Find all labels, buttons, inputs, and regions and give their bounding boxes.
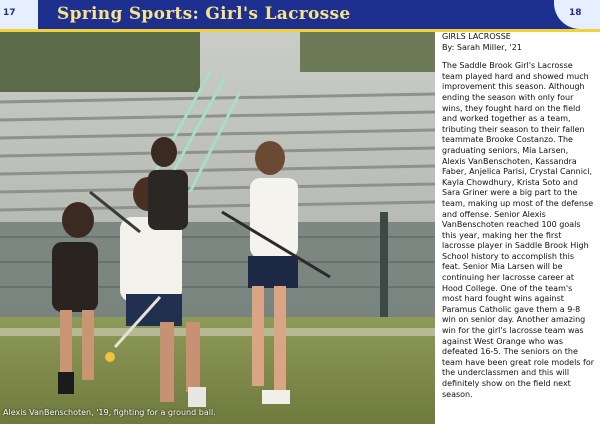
page-number-right: 18	[569, 8, 582, 18]
article-headline: GIRLS LACROSSE	[442, 32, 511, 41]
photo-caption: Alexis VanBenschoten, '19, fighting for a ground ball.	[3, 408, 216, 417]
article-column	[442, 32, 594, 400]
article-byline: By: Sarah Miller, '21	[442, 42, 522, 52]
page-title: Spring Sports: Girl's Lacrosse	[57, 4, 351, 24]
page-number-left: 17	[3, 8, 16, 18]
article-body: The Saddle Brook Girl's Lacrosse team played hard and showed much improvement this season. Although ending the season with only four wins, they fought hard on the field and worked together as a team, tributing their season to their fallen teammate Brooke Costanzo. The graduating seniors, Mia Larsen, Alexis VanBenschoten, Kassandra Faber, Anjelica Parisi, Crystal Cannici, Kayla Chowdhury, Krista Soto and Sara Griner were a big part to the team, making up most of the defense and offense. Senior Alexis VanBenschoten reached 100 goals this year, making her the first lacrosse player in Saddle Brook High School history to accomplish this feat. Senior Mia Larsen will be continuing her lacrosse career at Hood College. One of the team's most hard fought wins against Paramus Catholic gave them a 9-8 win on senior day. Another amazing win for the girl's lacrosse team was against West Orange who was defeated 16-5. The seniors on the team have been great role models for the underclassmen and this will definitely show on the field next season.	[442, 61, 595, 399]
lacrosse-photo	[0, 32, 435, 424]
